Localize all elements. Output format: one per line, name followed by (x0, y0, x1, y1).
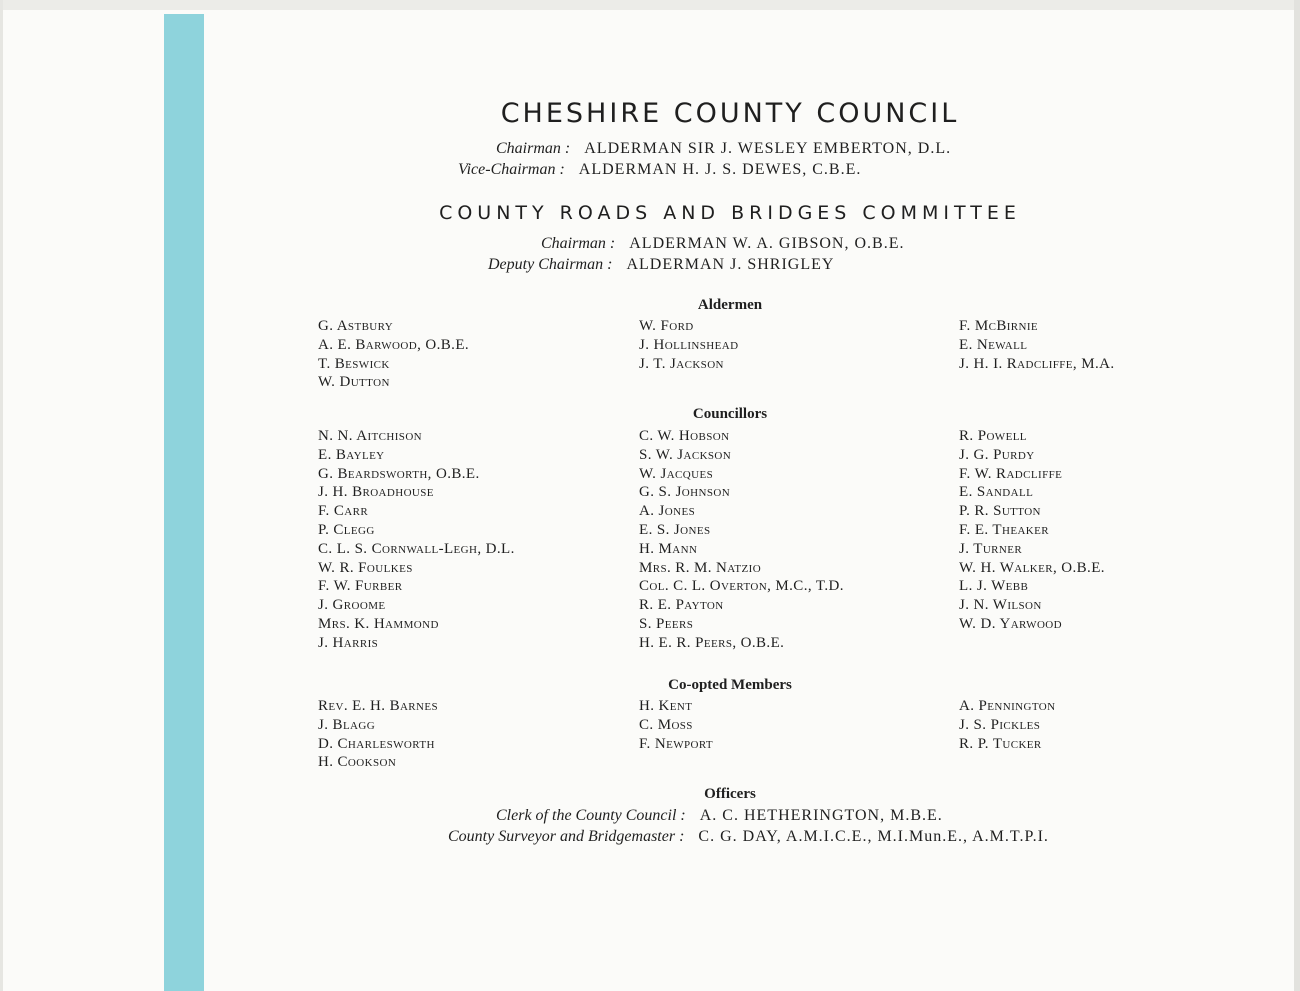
member-name: A. Jones (639, 503, 696, 520)
officer-surveyor-role: County Surveyor and Bridgemaster : (448, 828, 685, 845)
member-name: W. Dutton (318, 374, 390, 391)
aldermen-column-1 (318, 317, 469, 392)
member-name: H. E. R. Peers, O.B.E. (639, 634, 785, 651)
member-name: J. Hollinshead (639, 336, 739, 353)
council-vice-chairman-name: ALDERMAN H. J. S. DEWES, C.B.E. (578, 161, 862, 178)
member-name: G. S. Johnson (639, 484, 731, 501)
committee-deputy-chairman-name: ALDERMAN J. SHRIGLEY (626, 256, 835, 273)
councillors-heading: Councillors (692, 406, 768, 422)
council-chairman-role: Chairman : (496, 140, 571, 157)
committee-chairman-name: ALDERMAN W. A. GIBSON, O.B.E. (629, 235, 905, 252)
member-name: F. Carr (318, 503, 369, 520)
council-title: CHESHIRE COUNTY COUNCIL (500, 98, 960, 129)
coopted-column-2 (639, 697, 713, 753)
member-name: J. G. Purdy (959, 446, 1035, 463)
member-name: J. T. Jackson (639, 355, 724, 372)
page-edge-right (1294, 0, 1300, 991)
member-name: J. Blagg (318, 716, 376, 733)
member-name: W. D. Yarwood (959, 615, 1062, 632)
member-name: H. Kent (639, 698, 693, 714)
member-name: W. Jacques (639, 465, 714, 482)
committee-deputy-chairman-line (488, 256, 834, 274)
member-name: P. R. Sutton (959, 503, 1041, 520)
member-name: W. H. Walker, O.B.E. (959, 559, 1105, 576)
member-name: E. Sandall (959, 484, 1034, 501)
officer-clerk-role: Clerk of the County Council : (496, 807, 686, 824)
member-name: J. Groome (318, 597, 386, 614)
member-name: P. Clegg (318, 521, 375, 538)
member-name: Mrs. K. Hammond (318, 615, 439, 632)
coopted-heading: Co-opted Members (668, 677, 792, 693)
member-name: E. S. Jones (639, 521, 711, 538)
member-name: C. Moss (639, 716, 693, 733)
member-name: J. Harris (318, 634, 379, 651)
member-name: T. Beswick (318, 355, 390, 372)
aldermen-column-2 (639, 317, 738, 373)
member-name: D. Charlesworth (318, 735, 435, 752)
member-name: W. Ford (639, 318, 694, 334)
member-name: R. E. Payton (639, 597, 724, 614)
member-name: F. W. Radcliffe (959, 465, 1063, 482)
member-name: J. N. Wilson (959, 597, 1042, 614)
committee-chairman-role: Chairman : (541, 235, 616, 252)
member-name: G. Astbury (318, 318, 394, 334)
member-name: J. Turner (959, 540, 1023, 557)
officer-surveyor-name: C. G. DAY, A.M.I.C.E., M.I.Mun.E., A.M.T.P.I. (698, 828, 1049, 845)
member-name: G. Beardsworth, O.B.E. (318, 465, 480, 482)
aldermen-column-3 (959, 317, 1115, 373)
page-edge-top (0, 0, 1300, 10)
member-name: C. W. Hobson (639, 428, 730, 444)
officer-clerk-name: A. C. HETHERINGTON, M.B.E. (699, 807, 943, 824)
committee-title: COUNTY ROADS AND BRIDGES COMMITTEE (439, 202, 1021, 224)
councillors-column-1 (318, 427, 515, 653)
member-name: H. Mann (639, 540, 698, 557)
councillors-column-3 (959, 427, 1105, 634)
member-name: J. H. I. Radcliffe, M.A. (959, 355, 1115, 372)
member-name: Mrs. R. M. Natzio (639, 559, 762, 576)
page-edge-left (0, 0, 3, 991)
aldermen-heading: Aldermen (697, 297, 763, 313)
member-name: F. Newport (639, 735, 714, 752)
blue-margin-band (164, 14, 204, 991)
member-name: A. Pennington (959, 698, 1056, 714)
officer-surveyor-line (448, 828, 1049, 846)
member-name: L. J. Webb (959, 578, 1029, 595)
committee-chairman-line (541, 235, 904, 253)
member-name: Col. C. L. Overton, M.C., T.D. (639, 578, 844, 595)
member-name: Rev. E. H. Barnes (318, 698, 439, 714)
member-name: N. N. Aitchison (318, 428, 423, 444)
member-name: E. Newall (959, 336, 1028, 353)
member-name: J. H. Broadhouse (318, 484, 434, 501)
member-name: F. E. Theaker (959, 521, 1050, 538)
committee-deputy-chairman-role: Deputy Chairman : (488, 256, 613, 273)
officers-heading: Officers (704, 786, 756, 802)
member-name: R. Powell (959, 428, 1027, 444)
councillors-column-2 (639, 427, 844, 653)
council-vice-chairman-line (458, 161, 861, 179)
council-vice-chairman-role: Vice-Chairman : (458, 161, 565, 178)
member-name: F. W. Furber (318, 578, 403, 595)
member-name: A. E. Barwood, O.B.E. (318, 336, 470, 353)
member-name: W. R. Foulkes (318, 559, 413, 576)
member-name: S. Peers (639, 615, 694, 632)
member-name: R. P. Tucker (959, 735, 1042, 752)
member-name: C. L. S. Cornwall-Legh, D.L. (318, 540, 515, 557)
member-name: E. Bayley (318, 446, 385, 463)
member-name: J. S. Pickles (959, 716, 1041, 733)
officer-clerk-line (496, 807, 943, 825)
member-name: F. McBirnie (959, 318, 1039, 334)
coopted-column-1 (318, 697, 438, 772)
coopted-column-3 (959, 697, 1055, 753)
member-name: H. Cookson (318, 754, 397, 771)
member-name: S. W. Jackson (639, 446, 732, 463)
council-chairman-line (496, 140, 951, 158)
council-chairman-name: ALDERMAN SIR J. WESLEY EMBERTON, D.L. (584, 140, 952, 157)
